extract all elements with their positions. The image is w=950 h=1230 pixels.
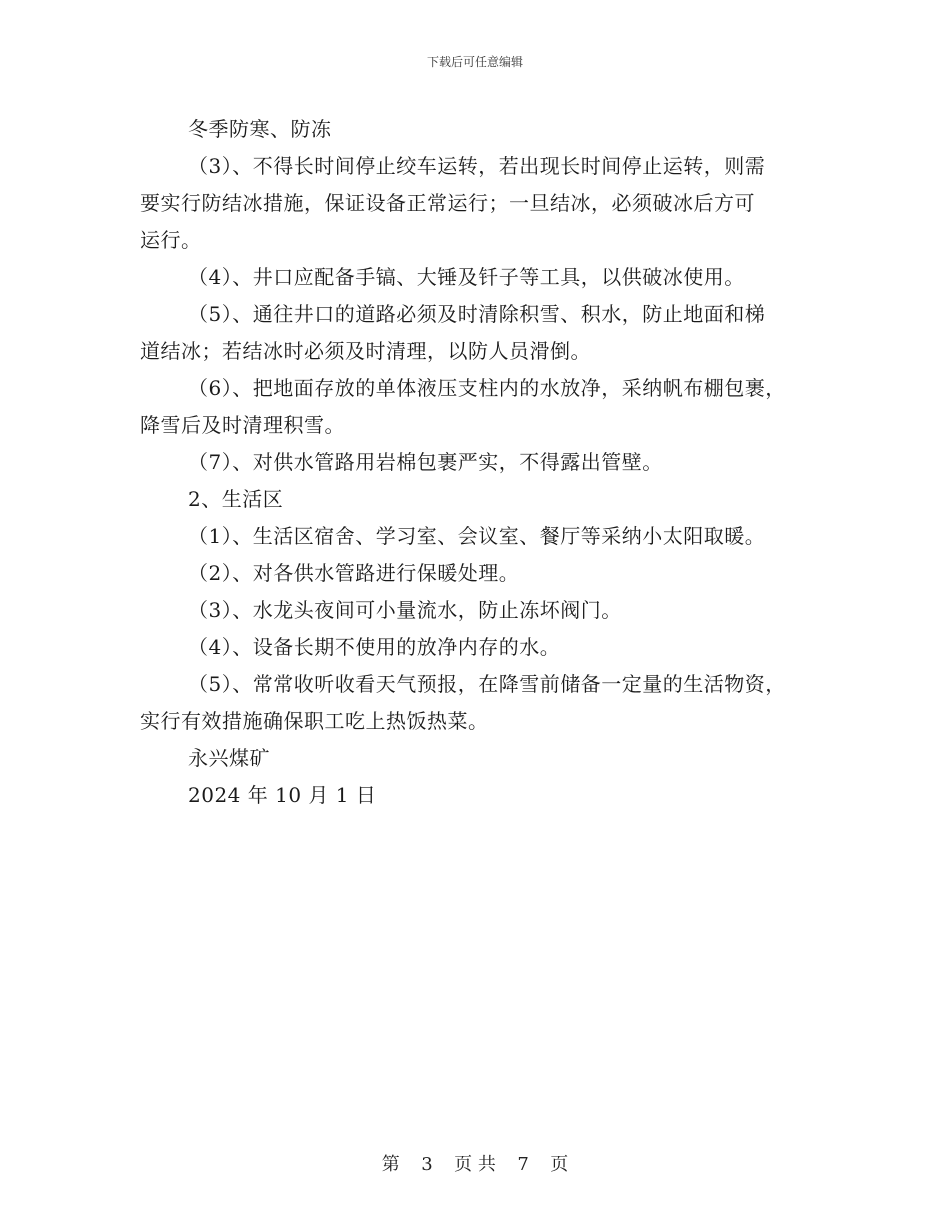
signature-organization: 永兴煤矿 [188, 746, 270, 770]
paragraph-line: （6）、把地面存放的单体液压支柱内的水放净，采纳帆布棚包裹， [188, 376, 786, 400]
section-heading: 2、生活区 [188, 487, 284, 511]
page-header: 下载后可任意编辑 [426, 55, 523, 69]
paragraph-line: 降雪后及时清理积雪。 [140, 413, 345, 437]
page-label-middle: 页 共 [454, 1154, 496, 1175]
paragraph-line: （1）、生活区宿舍、学习室、会议室、餐厅等采纳小太阳取暖。 [188, 524, 766, 548]
paragraph-line: （4）、井口应配备手镐、大锤及钎子等工具，以供破冰使用。 [188, 265, 745, 289]
paragraph-line: （4）、设备长期不使用的放净内存的水。 [188, 635, 561, 659]
paragraph-line: （3）、不得长时间停止绞车运转，若出现长时间停止运转，则需 [188, 154, 766, 178]
page-label-prefix: 第 [381, 1154, 400, 1175]
page-number: 3 [421, 1154, 433, 1175]
paragraph-line: （5）、通往井口的道路必须及时清除积雪、积水，防止地面和梯 [188, 302, 766, 326]
page-total: 7 [517, 1154, 529, 1175]
paragraph-line: 要实行防结冰措施，保证设备正常运行；一旦结冰，必须破冰后方可 [140, 191, 755, 215]
paragraph-line: （3）、水龙头夜间可小量流水，防止冻坏阀门。 [188, 598, 622, 622]
signature-date: 2024 年 10 月 1 日 [188, 783, 377, 807]
paragraph-line: （7）、对供水管路用岩棉包裹严实，不得露出管壁。 [188, 450, 663, 474]
page-label-suffix: 页 [550, 1154, 569, 1175]
section-heading: 冬季防寒、防冻 [188, 117, 332, 141]
paragraph-line: 运行。 [140, 228, 202, 252]
document-body [140, 111, 820, 814]
page-footer [0, 1153, 950, 1177]
paragraph-line: 道结冰；若结冰时必须及时清理，以防人员滑倒。 [140, 339, 591, 363]
paragraph-line: （2）、对各供水管路进行保暖处理。 [188, 561, 520, 585]
paragraph-line: （5）、常常收听收看天气预报，在降雪前储备一定量的生活物资， [188, 672, 786, 696]
paragraph-line: 实行有效措施确保职工吃上热饭热菜。 [140, 709, 489, 733]
